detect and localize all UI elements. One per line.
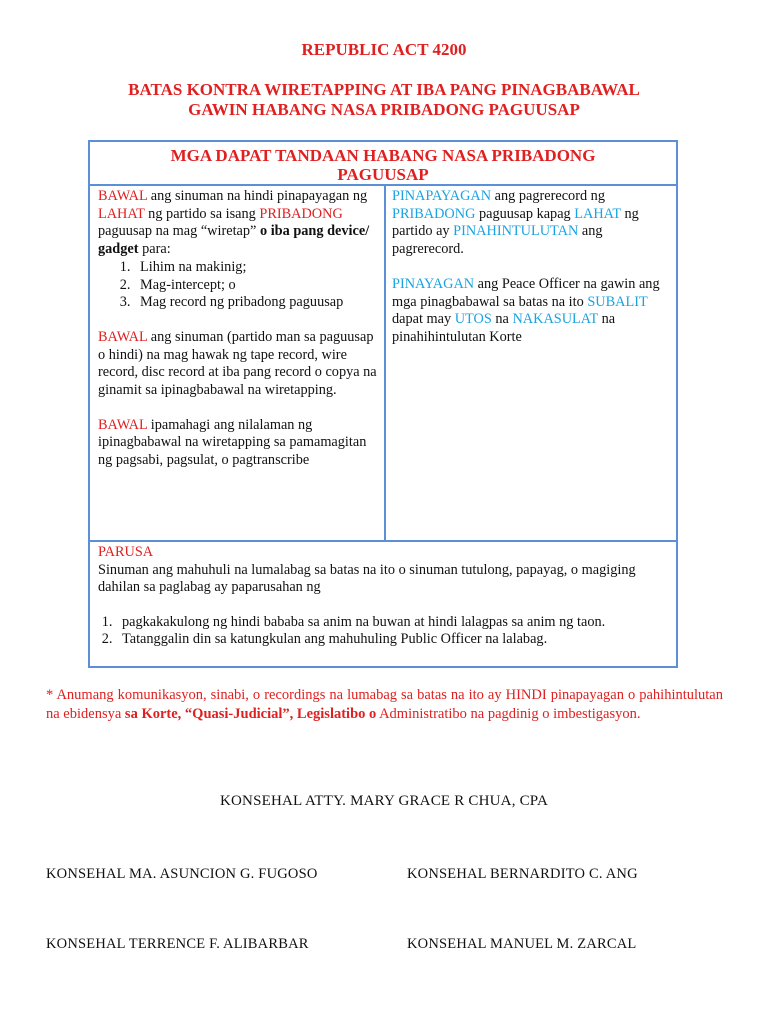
- text-span: ang sinuman (partido man sa paguusap o hindi) na mag hawak ng tape record, wire record, disc record at iba pang record o copya na ginamit sa ipinagbabawal na wiretapping.: [98, 328, 377, 399]
- document-subtitle: [0, 80, 768, 120]
- text-span: ng partido sa isang: [144, 205, 260, 222]
- keyword-pribadong: PRIBADONG: [259, 205, 343, 222]
- keyword-pinapayagan: PINAPAYAGAN: [392, 188, 492, 204]
- list-item: 2. Tatanggalin din sa katungkulan ang mahuhuling Public Officer na lalabag.: [116, 631, 668, 649]
- text-span: ipamahagi ang nilalaman ng ipinagbabawal na wiretapping sa pamamagitan ng pagsabi, pagsulat, o pagtranscribe: [98, 416, 367, 469]
- text-span: paguusap kapag: [475, 205, 575, 222]
- subtitle-line-2: GAWIN HABANG NASA PRIBADONG PAGUUSAP: [188, 100, 580, 119]
- permitted-column: [386, 186, 676, 542]
- text-span: ang pagrerecord.: [392, 223, 603, 258]
- penalty-section: [90, 542, 676, 666]
- list-item: 3. Mag record ng pribadong paguusap: [134, 294, 378, 312]
- note-text: Administratibo na pagdinig o imbestigasyon.: [376, 705, 641, 722]
- text-span: na: [491, 311, 513, 328]
- prohibited-column: [90, 186, 386, 542]
- table-heading: [90, 142, 676, 186]
- list-item: 1. pagkakakulong ng hindi bababa sa anim na buwan at hindi lalagpas sa anim ng taon.: [116, 614, 668, 632]
- prohibited-acts-list: [98, 259, 378, 312]
- keyword-subalit: SUBALIT: [587, 293, 648, 310]
- keyword-bawal: BAWAL: [98, 416, 148, 433]
- permission-paragraph-1: [392, 188, 672, 259]
- prohibition-paragraph-1: [98, 188, 378, 259]
- list-item: 2. Mag-intercept; o: [134, 277, 378, 295]
- text-span: para:: [138, 241, 171, 258]
- prohibition-paragraph-2: [98, 329, 378, 400]
- keyword-bawal: BAWAL: [98, 188, 148, 204]
- keyword-bawal: BAWAL: [98, 328, 148, 345]
- list-item: 1. Lihim na makinig;: [134, 259, 378, 277]
- text-span: ang pagrerecord ng: [491, 188, 605, 204]
- signatory: KONSEHAL TERRENCE F. ALIBARBAR: [46, 936, 309, 952]
- keyword-pribadong: PRIBADONG: [392, 205, 476, 222]
- table-heading-line-2: PAGUUSAP: [337, 165, 429, 184]
- evidence-note: [46, 686, 723, 723]
- prohibition-paragraph-3: [98, 417, 378, 470]
- document-title: REPUBLIC ACT 4200: [301, 40, 467, 59]
- subtitle-line-1: BATAS KONTRA WIRETAPPING AT IBA PANG PINAGBABAWAL: [128, 80, 640, 99]
- keyword-pinahintulutan: PINAHINTULUTAN: [453, 223, 579, 240]
- spacer: [98, 597, 668, 614]
- keyword-pinayagan: PINAYAGAN: [392, 275, 475, 292]
- text-span: dapat may: [392, 311, 455, 328]
- text-span: ang Peace Officer na gawin ang mga pinagbabawal sa batas na ito: [392, 275, 660, 310]
- spacer: [98, 312, 378, 329]
- spacer: [98, 400, 378, 417]
- bold-device-text: o iba pang device/ gadget: [98, 223, 370, 258]
- keyword-lahat: LAHAT: [574, 205, 621, 222]
- text-span: paguusap na mag “wiretap”: [98, 223, 260, 240]
- keyword-nakasulat: NAKASULAT: [512, 311, 598, 328]
- reminders-table: [88, 140, 678, 668]
- table-heading-line-1: MGA DAPAT TANDAAN HABANG NASA PRIBADONG: [170, 146, 596, 165]
- note-bold-text: sa Korte, “Quasi-Judicial”, Legislatibo o: [124, 705, 377, 722]
- permission-paragraph-2: [392, 276, 672, 347]
- penalty-list: [98, 614, 668, 649]
- text-span: ang sinuman na hindi pinapayagan ng: [147, 188, 368, 204]
- penalty-text: Sinuman ang mahuhuli na lumalabag sa batas na ito o sinuman tutulong, papayag, o magiging dahilan sa paglabag ay paparusahan ng: [98, 561, 636, 595]
- spacer: [392, 259, 672, 276]
- keyword-utos: UTOS: [454, 311, 492, 328]
- signatory-main: KONSEHAL ATTY. MARY GRACE R CHUA, CPA: [219, 793, 548, 809]
- signatory: KONSEHAL MA. ASUNCION G. FUGOSO: [46, 866, 318, 882]
- signatory: KONSEHAL MANUEL M. ZARCAL: [407, 936, 637, 952]
- text-span: ng partido ay: [392, 205, 639, 240]
- signatory: KONSEHAL BERNARDITO C. ANG: [407, 866, 638, 882]
- keyword-lahat: LAHAT: [98, 205, 145, 222]
- penalty-label: PARUSA: [98, 544, 154, 560]
- note-text: * Anumang komunikasyon, sinabi, o recordings na lumabag sa batas na ito ay HINDI pinapayagan o pahihintulutan na ebidensya: [46, 687, 723, 722]
- text-span: na pinahihintulutan Korte: [392, 311, 616, 345]
